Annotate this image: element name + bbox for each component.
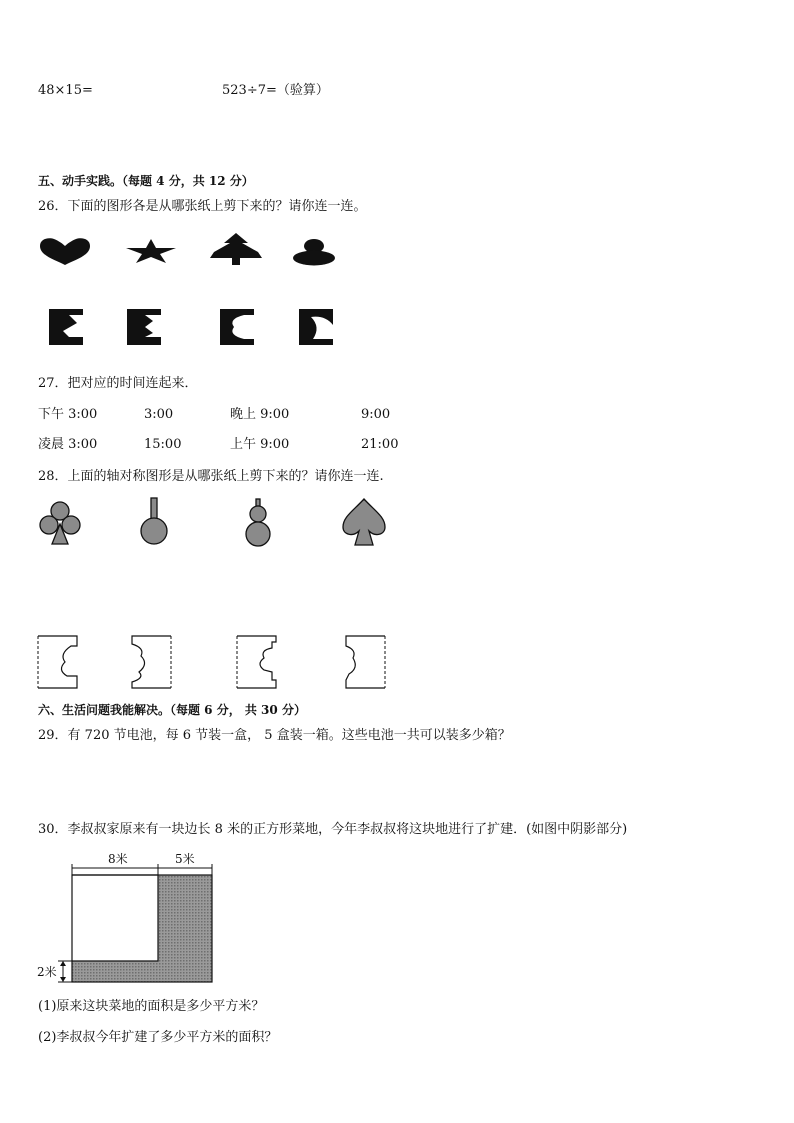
figure-label-5m: 5米 [175,852,195,866]
tree-arrow-shape [208,232,264,266]
mushroom-shape [292,238,336,266]
question-26: 26．下面的图形各是从哪张纸上剪下来的？请你连一连。 [38,199,367,214]
time-row1-col3: 晚上 9:00 [230,407,290,422]
figure-label-8m: 8米 [108,852,128,866]
paper-shape-1 [47,307,85,347]
time-row1-col4: 9:00 [361,407,391,422]
time-row2-col1: 凌晨 3:00 [38,437,98,452]
paper-shape-2 [125,307,163,347]
spade-shape [341,497,387,547]
fold-paper-4 [345,634,387,690]
question-28: 28．上面的轴对称图形是从哪张纸上剪下来的？请你连一连. [38,469,384,484]
time-row1-col1: 下午 3:00 [38,407,98,422]
fold-paper-2 [131,634,173,690]
expansion-figure [36,846,226,986]
fold-paper-3 [236,634,278,690]
time-row2-col2: 15:00 [144,437,182,452]
calc-item-2: 523÷7=（验算） [222,83,329,98]
question-29: 29．有 720 节电池，每 6 节装一盒， 5 盒装一箱。这些电池一共可以装多少箱？ [38,728,511,743]
question-30-sub-1: (1)原来这块菜地的面积是多少平方米？ [38,999,265,1014]
section-6-heading: 六、生活问题我能解决。（每题 6 分， 共 30 分） [38,703,306,717]
paper-shape-4 [297,307,335,347]
club-shape [38,500,82,546]
star-shape [125,238,177,264]
question-27: 27．把对应的时间连起来． [38,376,198,391]
fold-paper-1 [37,634,79,690]
section-5-heading: 五、动手实践。（每题 4 分，共 12 分） [38,174,254,188]
time-row2-col3: 上午 9:00 [230,437,290,452]
heart-shape [38,236,92,266]
paper-shape-3 [218,307,256,347]
time-row1-col2: 3:00 [144,407,174,422]
calc-item-1: 48×15= [38,83,93,98]
question-30: 30．李叔叔家原来有一块边长 8 米的正方形菜地，今年李叔叔将这块地进行了扩建．(如图中阴影部分) [38,822,628,837]
figure-label-2m: 2米 [37,965,57,979]
flask-shape [139,497,169,547]
time-row2-col4: 21:00 [361,437,399,452]
question-30-sub-2: (2)李叔叔今年扩建了多少平方米的面积？ [38,1030,278,1045]
gourd-shape [242,498,274,548]
